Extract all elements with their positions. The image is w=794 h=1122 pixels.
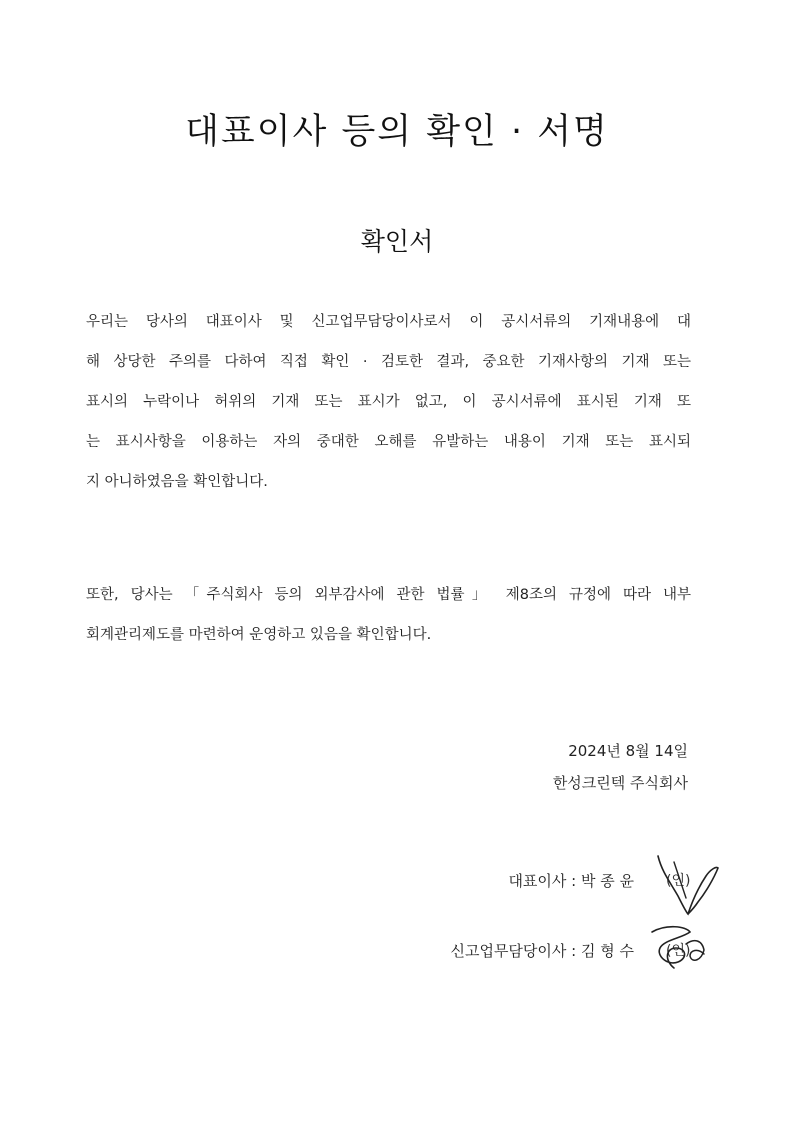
paragraph-line: 는 표시사항을 이용하는 자의 중대한 오해를 유발하는 내용이 기재 또는 표시되 [86,434,691,450]
internal-control-paragraph [86,575,691,655]
ceo-signatory: 대표이사 : 박 종 윤 [508,872,634,890]
paragraph-line: 해 상당한 주의를 다하여 직접 확인 · 검토한 결과, 중요한 기재사항의 기재 또는 [86,354,691,370]
paragraph-line: 또한, 당사는 「주식회사 등의 외부감사에 관한 법률」 제8조의 규정에 따라 내부 [86,587,691,603]
company-name: 한성크린텍 주식회사 [552,774,688,792]
page-title: 대표이사 등의 확인 · 서명 [185,112,609,152]
document-date: 2024년 8월 14일 [568,742,688,760]
paragraph-line: 우리는 당사의 대표이사 및 신고업무담당이사로서 이 공시서류의 기재내용에 대 [86,314,691,330]
paragraph-line: 회계관리제도를 마련하여 운영하고 있음을 확인합니다. [86,627,432,643]
ceo-signature-icon [648,852,720,918]
document-title: 확인서 [360,227,434,256]
confirmation-paragraph [86,302,691,502]
paragraph-line: 지 아니하였음을 확인합니다. [86,474,268,490]
director-signature-icon [646,920,708,972]
ceo-seal-mark: (인) [666,873,691,889]
paragraph-line: 표시의 누락이나 허위의 기재 또는 표시가 없고, 이 공시서류에 표시된 기재 또 [86,394,691,410]
director-seal-mark: (인) [666,943,691,959]
reporting-director-signatory: 신고업무담당이사 : 김 형 수 [450,942,634,960]
